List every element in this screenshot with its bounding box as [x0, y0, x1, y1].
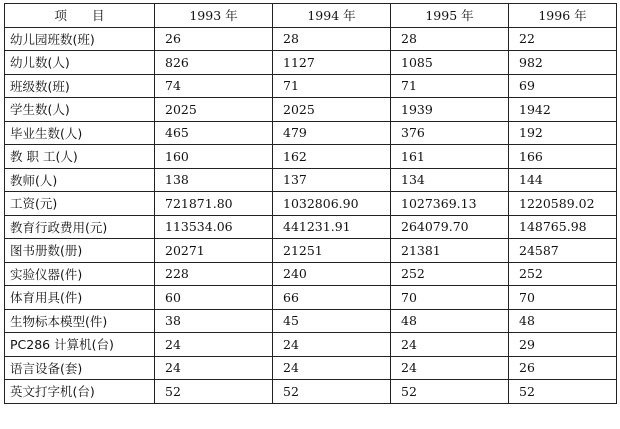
table-row	[5, 380, 617, 404]
table-row	[5, 121, 617, 145]
table-cell: 38	[155, 309, 273, 333]
table-cell: 252	[391, 262, 509, 286]
table-cell: 20271	[155, 239, 273, 263]
table-cell: 26	[509, 356, 617, 380]
table-cell: 52	[509, 380, 617, 404]
row-label: PC286 计算机(台)	[5, 333, 155, 357]
row-label: 教师(人)	[5, 168, 155, 192]
table-cell: 74	[155, 74, 273, 98]
table-cell: 52	[155, 380, 273, 404]
table-cell: 1027369.13	[391, 192, 509, 216]
table-cell: 60	[155, 286, 273, 310]
table-row	[5, 168, 617, 192]
table-cell: 441231.91	[273, 215, 391, 239]
table-row	[5, 356, 617, 380]
table-cell: 166	[509, 145, 617, 169]
table-cell: 192	[509, 121, 617, 145]
table-row	[5, 262, 617, 286]
row-label: 教育行政费用(元)	[5, 215, 155, 239]
table-cell: 138	[155, 168, 273, 192]
table-cell: 2025	[273, 98, 391, 122]
table-cell: 1127	[273, 51, 391, 75]
table-cell: 71	[273, 74, 391, 98]
header-year-1995: 1995 年	[391, 4, 509, 28]
table-cell: 70	[391, 286, 509, 310]
table-cell: 24	[391, 333, 509, 357]
table-header	[5, 4, 617, 28]
table-cell: 228	[155, 262, 273, 286]
table-cell: 52	[273, 380, 391, 404]
table-cell: 113534.06	[155, 215, 273, 239]
table-cell: 2025	[155, 98, 273, 122]
row-label: 班级数(班)	[5, 74, 155, 98]
row-label: 英文打字机(台)	[5, 380, 155, 404]
table-cell: 21251	[273, 239, 391, 263]
table-cell: 29	[509, 333, 617, 357]
table-row	[5, 27, 617, 51]
table-cell: 48	[391, 309, 509, 333]
table-cell: 24	[273, 333, 391, 357]
table-cell: 48	[509, 309, 617, 333]
table-cell: 24	[273, 356, 391, 380]
table-cell: 1220589.02	[509, 192, 617, 216]
table-cell: 26	[155, 27, 273, 51]
table-cell: 161	[391, 145, 509, 169]
row-label: 生物标本模型(件)	[5, 309, 155, 333]
table-row	[5, 286, 617, 310]
table-cell: 721871.80	[155, 192, 273, 216]
header-year-1994: 1994 年	[273, 4, 391, 28]
row-label: 幼儿园班数(班)	[5, 27, 155, 51]
row-label: 图书册数(册)	[5, 239, 155, 263]
table-row	[5, 51, 617, 75]
table-cell: 252	[509, 262, 617, 286]
table-cell: 22	[509, 27, 617, 51]
table-cell: 160	[155, 145, 273, 169]
header-item: 项 目	[5, 4, 155, 28]
table-body	[5, 27, 617, 403]
row-label: 工资(元)	[5, 192, 155, 216]
table-cell: 1032806.90	[273, 192, 391, 216]
table-cell: 66	[273, 286, 391, 310]
table-cell: 465	[155, 121, 273, 145]
table-cell: 134	[391, 168, 509, 192]
table-cell: 24	[391, 356, 509, 380]
header-year-1996: 1996 年	[509, 4, 617, 28]
table-row	[5, 98, 617, 122]
table-cell: 982	[509, 51, 617, 75]
table-cell: 162	[273, 145, 391, 169]
table-cell: 70	[509, 286, 617, 310]
table-cell: 264079.70	[391, 215, 509, 239]
row-label: 体育用具(件)	[5, 286, 155, 310]
table-row	[5, 333, 617, 357]
row-label: 学生数(人)	[5, 98, 155, 122]
table-cell: 71	[391, 74, 509, 98]
table-cell: 52	[391, 380, 509, 404]
table-cell: 45	[273, 309, 391, 333]
table-cell: 137	[273, 168, 391, 192]
row-label: 教 职 工(人)	[5, 145, 155, 169]
table-cell: 479	[273, 121, 391, 145]
table-cell: 24587	[509, 239, 617, 263]
table-cell: 144	[509, 168, 617, 192]
table-row	[5, 74, 617, 98]
table-cell: 69	[509, 74, 617, 98]
table-row	[5, 309, 617, 333]
table-cell: 24	[155, 356, 273, 380]
table-row	[5, 239, 617, 263]
table-cell: 24	[155, 333, 273, 357]
statistics-table	[4, 3, 617, 404]
table-cell: 1939	[391, 98, 509, 122]
table-cell: 28	[273, 27, 391, 51]
header-year-1993: 1993 年	[155, 4, 273, 28]
table-cell: 28	[391, 27, 509, 51]
table-cell: 148765.98	[509, 215, 617, 239]
row-label: 实验仪器(件)	[5, 262, 155, 286]
row-label: 语言设备(套)	[5, 356, 155, 380]
table-cell: 240	[273, 262, 391, 286]
table-cell: 21381	[391, 239, 509, 263]
row-label: 毕业生数(人)	[5, 121, 155, 145]
table-cell: 376	[391, 121, 509, 145]
table-row	[5, 145, 617, 169]
table-row	[5, 215, 617, 239]
row-label: 幼儿数(人)	[5, 51, 155, 75]
table-row	[5, 192, 617, 216]
table-cell: 826	[155, 51, 273, 75]
table-cell: 1085	[391, 51, 509, 75]
header-row	[5, 4, 617, 28]
table-cell: 1942	[509, 98, 617, 122]
